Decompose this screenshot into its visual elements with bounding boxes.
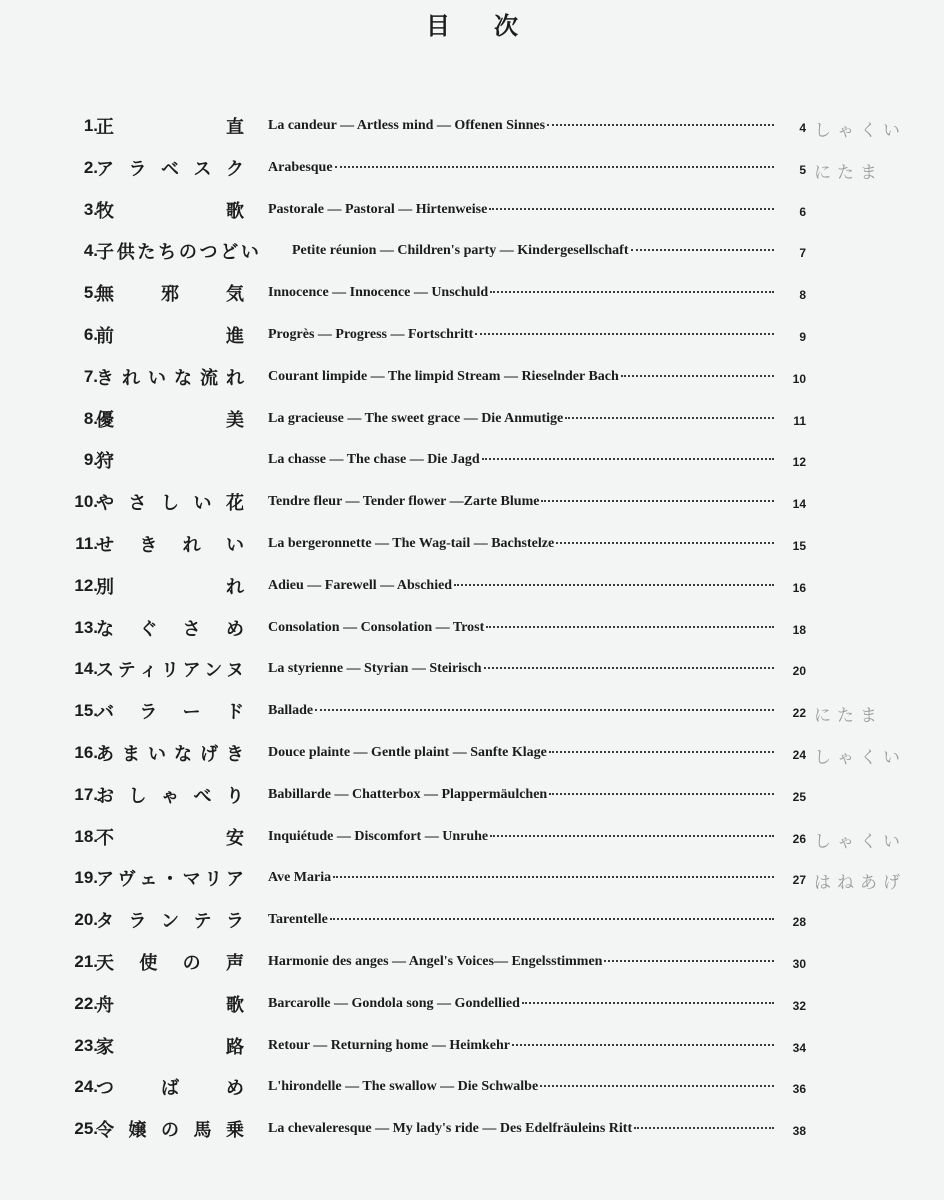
entry-page-number: 38 xyxy=(792,1124,806,1139)
entry-number: 8. xyxy=(83,408,98,428)
entry-title-japanese: 前 進 xyxy=(96,325,244,347)
entry-page-number: 22 xyxy=(792,706,806,721)
toc-entry xyxy=(0,944,944,986)
entry-number: 25. xyxy=(74,1119,98,1139)
entry-leader xyxy=(268,369,776,385)
entry-title-multilingual: La chevaleresque — My lady's ride — Des Edelfräuleins Ritt xyxy=(268,1121,633,1137)
dot-leader xyxy=(549,792,774,795)
entry-leader xyxy=(268,954,776,970)
entry-title-multilingual: Inquiétude — Discomfort — Unruhe xyxy=(268,828,489,844)
entry-number: 7. xyxy=(83,366,98,386)
entry-title-japanese: ア ヴ ェ ・ マ リ ア xyxy=(96,869,244,891)
entry-number: 9. xyxy=(83,450,98,470)
entry-leader xyxy=(268,661,776,677)
entry-title-japanese: お し ゃ べ り xyxy=(96,785,244,807)
toc-entry xyxy=(0,902,944,944)
entry-title-multilingual: Babillarde — Chatterbox — Plappermäulchen xyxy=(268,786,548,802)
entry-number: 2. xyxy=(83,157,98,177)
entry-number: 16. xyxy=(74,742,98,762)
entry-title-japanese: 家 路 xyxy=(96,1036,244,1058)
entry-title-japanese: 子 供 た ち の つ ど い xyxy=(96,242,260,264)
entry-leader xyxy=(268,202,776,218)
entry-number: 3. xyxy=(83,199,98,219)
dot-leader xyxy=(486,625,774,628)
toc-entry xyxy=(0,526,944,568)
toc-entry xyxy=(0,1111,944,1153)
entry-leader xyxy=(292,243,776,259)
dot-leader xyxy=(490,290,774,293)
toc-entry xyxy=(0,860,944,902)
entry-page-number: 15 xyxy=(792,538,806,553)
entry-page-number: 20 xyxy=(792,664,806,679)
entry-leader xyxy=(268,996,776,1012)
toc-entry xyxy=(0,401,944,443)
entry-page-number: 9 xyxy=(799,329,806,344)
entry-number: 21. xyxy=(74,951,98,971)
toc-entry xyxy=(0,192,944,234)
toc-entry xyxy=(0,735,944,777)
toc-entry xyxy=(0,150,944,192)
entry-page-number: 30 xyxy=(792,956,806,971)
entry-title-japanese: 狩 xyxy=(96,451,114,473)
entry-leader xyxy=(268,912,776,928)
entry-title-japanese: 正 直 xyxy=(96,117,244,138)
entry-leader xyxy=(268,160,776,176)
dot-leader xyxy=(490,834,774,837)
entry-page-number: 25 xyxy=(792,789,806,804)
entry-leader xyxy=(268,745,776,761)
entry-leader xyxy=(268,452,776,468)
dot-leader xyxy=(604,959,774,962)
entry-title-japanese: 別 れ xyxy=(96,576,244,598)
entry-title-multilingual: Tendre fleur — Tender flower —Zarte Blume xyxy=(268,494,540,510)
entry-page-number: 10 xyxy=(792,371,806,386)
entry-title-multilingual: Progrès — Progress — Fortschritt xyxy=(268,326,474,342)
entry-title-multilingual: Courant limpide — The limpid Stream — Rieselnder Bach xyxy=(268,368,619,384)
dot-leader xyxy=(475,332,774,335)
entry-page-number: 5 xyxy=(799,162,806,177)
entry-leader xyxy=(268,494,776,510)
handwritten-note: しゃくい xyxy=(814,121,906,141)
entry-title-multilingual: Retour — Returning home — Heimkehr xyxy=(268,1037,510,1053)
entry-title-multilingual: La styrienne — Styrian — Steirisch xyxy=(268,661,482,677)
dot-leader xyxy=(484,666,775,669)
toc-entry xyxy=(0,693,944,735)
toc-entry xyxy=(0,484,944,526)
entry-page-number: 24 xyxy=(792,747,806,762)
entry-title-multilingual: Tarentelle xyxy=(268,912,328,928)
entry-number: 10. xyxy=(74,492,98,512)
entry-page-number: 27 xyxy=(792,873,806,888)
entry-page-number: 7 xyxy=(799,246,806,261)
entry-title-multilingual: La chasse — The chase — Die Jagd xyxy=(268,452,480,468)
entry-title-multilingual: Innocence — Innocence — Unschuld xyxy=(268,285,489,301)
toc-entry xyxy=(0,651,944,693)
dot-leader xyxy=(330,917,774,920)
dot-leader xyxy=(556,541,774,544)
entry-title-multilingual: Ave Maria xyxy=(268,870,332,886)
entry-number: 6. xyxy=(83,324,98,344)
entry-title-multilingual: Petite réunion — Children's party — Kindergesellschaft xyxy=(292,243,629,259)
entry-title-multilingual: Ballade xyxy=(268,703,314,719)
entry-title-japanese: つ ば め xyxy=(96,1078,244,1100)
entry-number: 14. xyxy=(74,659,98,679)
entry-number: 1. xyxy=(83,116,98,135)
entry-page-number: 28 xyxy=(792,915,806,930)
entry-title-japanese: あ ま い な げ き xyxy=(96,743,244,765)
entry-page-number: 34 xyxy=(792,1040,806,1055)
entry-title-multilingual: Pastorale — Pastoral — Hirtenweise xyxy=(268,201,488,217)
toc-entry xyxy=(0,442,944,484)
entry-leader xyxy=(268,870,776,886)
entry-leader xyxy=(268,118,776,134)
entry-leader xyxy=(268,327,776,343)
dot-leader xyxy=(631,248,775,251)
dot-leader xyxy=(315,708,774,711)
toc-entry xyxy=(0,233,944,275)
entry-number: 17. xyxy=(74,784,98,804)
entry-title-japanese: 令 嬢 の 馬 乗 xyxy=(96,1120,244,1142)
entry-number: 12. xyxy=(74,575,98,595)
handwritten-note: しゃくい xyxy=(814,831,906,852)
entry-leader xyxy=(268,1121,776,1137)
entry-title-japanese: な ぐ さ め xyxy=(96,618,244,640)
entry-title-japanese: や さ し い 花 xyxy=(96,493,244,515)
entry-title-japanese: 優 美 xyxy=(96,409,244,431)
dot-leader xyxy=(541,499,774,502)
entry-page-number: 16 xyxy=(792,580,806,595)
entry-title-multilingual: Arabesque xyxy=(268,159,333,175)
entry-title-japanese: せ き れ い xyxy=(96,534,244,556)
entry-title-japanese: バ ラ ー ド xyxy=(96,702,244,724)
toc-entry xyxy=(0,986,944,1028)
entry-number: 18. xyxy=(74,826,98,846)
entry-title-multilingual: Barcarolle — Gondola song — Gondellied xyxy=(268,995,520,1011)
entry-leader xyxy=(268,1079,776,1095)
dot-leader xyxy=(540,1084,774,1087)
entry-title-multilingual: L'hirondelle — The swallow — Die Schwalbe xyxy=(268,1079,539,1095)
dot-leader xyxy=(565,416,774,419)
toc-entry xyxy=(0,610,944,652)
toc-entry xyxy=(0,317,944,359)
entry-title-multilingual: La gracieuse — The sweet grace — Die Anmutige xyxy=(268,410,564,426)
dot-leader xyxy=(482,457,774,460)
dot-leader xyxy=(512,1043,774,1046)
toc-entry xyxy=(0,359,944,401)
entry-page-number: 18 xyxy=(792,622,806,637)
toc-entry xyxy=(0,819,944,861)
handwritten-note: しゃくい xyxy=(814,747,906,768)
entry-number: 24. xyxy=(74,1077,98,1097)
entry-leader xyxy=(268,578,776,594)
entry-page-number: 11 xyxy=(793,413,806,428)
handwritten-note: にたま xyxy=(814,162,883,183)
entry-leader xyxy=(268,829,776,845)
entry-number: 20. xyxy=(74,910,98,930)
entry-leader xyxy=(268,285,776,301)
entry-page-number: 8 xyxy=(799,288,806,303)
entry-title-japanese: 無 邪 気 xyxy=(96,284,244,306)
page-title: 目次 xyxy=(426,11,562,40)
entry-title-multilingual: Harmonie des anges — Angel's Voices— Engelsstimmen xyxy=(268,953,603,969)
toc-entry xyxy=(0,777,944,819)
entry-title-japanese: ア ラ ベ ス ク xyxy=(96,158,244,180)
entry-title-japanese: 不 安 xyxy=(96,827,244,849)
entry-title-multilingual: La bergeronnette — The Wag-tail — Bachstelze xyxy=(268,535,555,551)
dot-leader xyxy=(549,750,774,753)
toc-entry xyxy=(0,1069,944,1111)
entry-title-japanese: タ ラ ン テ ラ xyxy=(96,911,244,933)
toc-entry xyxy=(0,1028,944,1070)
entry-title-multilingual: Consolation — Consolation — Trost xyxy=(268,619,485,635)
toc-list xyxy=(0,108,944,1153)
dot-leader xyxy=(547,123,774,126)
entry-leader xyxy=(268,703,776,719)
entry-title-multilingual: Douce plainte — Gentle plaint — Sanfte Klage xyxy=(268,744,547,760)
entry-title-japanese: 舟 歌 xyxy=(96,994,244,1016)
entry-title-japanese: ス テ ィ リ ア ン ヌ xyxy=(96,660,244,682)
handwritten-note: にたま xyxy=(814,706,883,727)
entry-number: 13. xyxy=(74,617,98,637)
entry-leader xyxy=(268,1038,776,1054)
entry-leader xyxy=(268,787,776,803)
entry-number: 11. xyxy=(75,533,98,553)
dot-leader xyxy=(335,165,774,168)
entry-leader xyxy=(268,536,776,552)
entry-page-number: 14 xyxy=(792,497,806,512)
entry-page-number: 36 xyxy=(792,1082,806,1097)
entry-number: 4. xyxy=(83,241,98,261)
entry-page-number: 6 xyxy=(799,204,806,219)
entry-number: 23. xyxy=(74,1035,98,1055)
entry-title-japanese: 天 使 の 声 xyxy=(96,952,244,974)
toc-entry xyxy=(0,108,944,150)
entry-title-multilingual: La candeur — Artless mind — Offenen Sinnes xyxy=(268,118,546,133)
dot-leader xyxy=(621,374,774,377)
entry-page-number: 32 xyxy=(792,998,806,1013)
dot-leader xyxy=(333,875,774,878)
entry-leader xyxy=(268,620,776,636)
toc-entry xyxy=(0,275,944,317)
toc-entry xyxy=(0,568,944,610)
dot-leader xyxy=(522,1001,774,1004)
entry-title-japanese: 牧 歌 xyxy=(96,200,244,222)
entry-title-multilingual: Adieu — Farewell — Abschied xyxy=(268,577,453,593)
dot-leader xyxy=(489,207,774,210)
dot-leader xyxy=(454,583,774,586)
entry-number: 19. xyxy=(74,868,98,888)
entry-number: 22. xyxy=(74,993,98,1013)
entry-page-number: 12 xyxy=(792,455,806,470)
entry-title-japanese: き れ い な 流 れ xyxy=(96,367,244,389)
entry-leader xyxy=(268,411,776,427)
entry-number: 15. xyxy=(74,701,98,721)
entry-number: 5. xyxy=(83,283,98,303)
handwritten-note: はねあげ xyxy=(814,873,906,894)
entry-page-number: 26 xyxy=(792,831,806,846)
dot-leader xyxy=(634,1126,774,1129)
entry-page-number: 4 xyxy=(799,121,806,135)
